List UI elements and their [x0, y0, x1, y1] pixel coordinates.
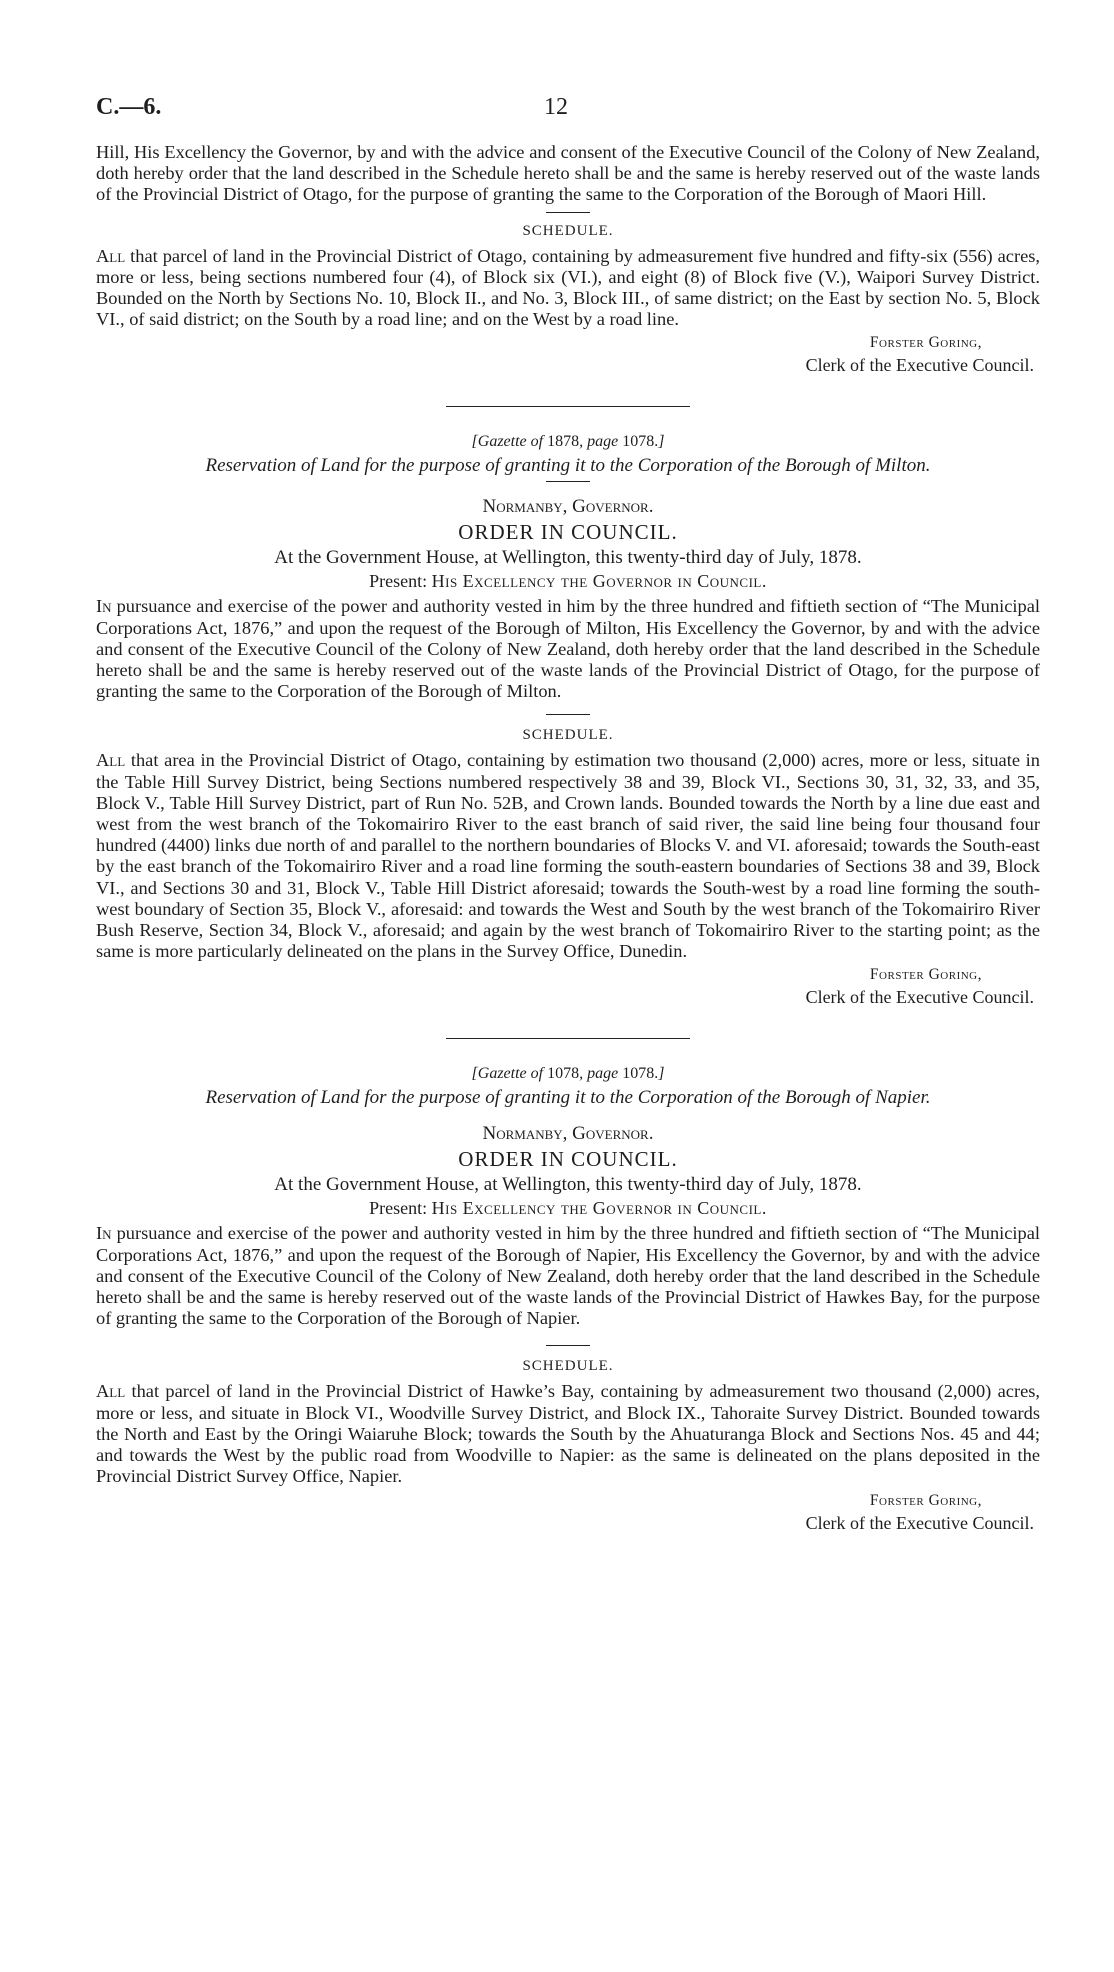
signatory-name: Forster Goring,: [869, 1491, 982, 1509]
schedule-heading: SCHEDULE.: [522, 1358, 614, 1375]
continuation-paragraph: Hill, His Excellency the Governor, by and with the advice and consent of the Executive Council of the Colony of New Zealand, doth hereby order that the land described in the Schedule hereto shall be and the same is hereby reserved out of the waste lands of the Provincial District of Otago, for the purpose of granting the same to the Corporation of the Borough of Maori Hill.: [96, 142, 1040, 205]
schedule-heading: SCHEDULE.: [522, 222, 614, 239]
section-divider: [446, 406, 690, 407]
governor-line: Normanby, Governor.: [482, 1123, 654, 1145]
signature-block: [96, 1490, 1040, 1534]
order-heading: ORDER IN COUNCIL.: [458, 520, 678, 545]
schedule-lead: All: [96, 750, 126, 771]
present-value: His Excellency the Governor in Council.: [431, 1198, 767, 1219]
page-number: 12: [544, 94, 568, 120]
gazette-page: 1078.: [622, 1065, 659, 1083]
schedule-lead: All: [96, 1381, 126, 1402]
signatory-name: Forster Goring,: [869, 334, 982, 352]
present-line: [96, 1198, 1040, 1219]
running-header: [96, 94, 1036, 128]
divider-short: [546, 714, 590, 715]
page-content: [96, 142, 1040, 1534]
gazette-reference: [96, 433, 1040, 451]
divider-short: [546, 481, 590, 482]
gazette-page: 1078.: [622, 433, 659, 451]
present-label: Present:: [369, 571, 432, 592]
divider-short: [546, 212, 590, 213]
schedule-lead: All: [96, 245, 126, 266]
body-lead: In: [96, 596, 112, 617]
present-line: [96, 571, 1040, 592]
signatory-office: Clerk of the Executive Council.: [805, 1512, 1034, 1533]
government-house-line: At the Government House, at Wellington, this twenty-third day of July, 1878.: [274, 1174, 862, 1196]
signatory-office: Clerk of the Executive Council.: [805, 355, 1034, 376]
gazette-suffix: ]: [658, 433, 665, 451]
gazette-year: 1078: [547, 1065, 580, 1083]
order-heading: ORDER IN COUNCIL.: [458, 1147, 678, 1172]
schedule-paragraph: [96, 1381, 1040, 1487]
schedule-paragraph: [96, 750, 1040, 962]
signature-block: [96, 332, 1040, 376]
body-text: pursuance and exercise of the power and authority vested in him by the three hundred and fiftieth section of “The Municipal Corporations Act, 1876,” and upon the request of the Borough of Milton, His Excellency the Governor, by and with the advice and consent of the Executive Council of the Colony of New Zealand, doth hereby order that the land described in the Schedule hereto shall be and the same is hereby reserved out of the waste lands of the Provincial District of Otago, for the purpose of granting the same to the Corporation of the Borough of Milton.: [96, 596, 1040, 702]
divider-short: [546, 1345, 590, 1346]
government-house-line: At the Government House, at Wellington, this twenty-third day of July, 1878.: [274, 547, 862, 569]
order-napier: [96, 1065, 1040, 1533]
document-code: C.—6.: [96, 94, 162, 120]
order-paragraph: [96, 1223, 1040, 1329]
present-label: Present:: [369, 1198, 432, 1219]
body-text: pursuance and exercise of the power and authority vested in him by the three hundred and fiftieth section of “The Municipal Corporations Act, 1876,” and upon the request of the Borough of Napier, His Excellency the Governor, by and with the advice and consent of the Executive Council of the Colony of New Zealand, doth hereby order that the land described in the Schedule hereto shall be and the same is hereby reserved out of the waste lands of the Provincial District of Hawkes Bay, for the purpose of granting the same to the Corporation of the Borough of Napier.: [96, 1223, 1040, 1329]
gazette-mid: , page: [579, 433, 623, 451]
body-lead: In: [96, 1223, 112, 1244]
order-paragraph: [96, 596, 1040, 702]
gazette-suffix: ]: [658, 1065, 665, 1083]
signatory-office: Clerk of the Executive Council.: [805, 987, 1034, 1008]
gazette-mid: , page: [579, 1065, 623, 1083]
schedule-heading: SCHEDULE.: [522, 727, 614, 744]
section-divider: [446, 1038, 690, 1039]
schedule-text: that area in the Provincial District of Otago, containing by estimation two thousand (2,000) acres, more or less, situate in the Table Hill Survey District, being Sections numbered respectively 38 and 39, Block VI., Sections 30, 31, 32, 33, and 35, Block V., Table Hill Survey District, part of Run No. 52B, and Crown lands. Bounded towards the North by a line due east and west from the west branch of the Tokomairiro River to the east branch of said river, the said line being four thousand four hundred (4400) links due north of and parallel to the northern boundaries of Blocks V. and VI. aforesaid; towards the South-east by the east branch of the Tokomairiro River and a road line forming the south-eastern boundaries of Sections 38 and 39, Block VI., and Sections 30 and 31, Block V., Table Hill District aforesaid; towards the South-west by a road line forming the south-west boundary of Section 35, Block V., aforesaid: and towards the West and South by the west branch of the Tokomairiro River Bush Reserve, Section 34, Block V., aforesaid; and again by the west branch of Tokomairiro River to the starting point; as the same is more particularly delineated on the plans in the Survey Office, Dunedin.: [96, 750, 1040, 962]
schedule-text: that parcel of land in the Provincial District of Hawke’s Bay, containing by admeasurement two thousand (2,000) acres, more or less, and situate in Block VI., Woodville Survey District, and Block IX., Tahoraite Survey District. Bounded towards the North and East by the Oringi Waiaruhe Block; towards the South by the Ahuaturanga Block and Sections Nos. 45 and 44; and towards the West by the public road from Woodville to Napier: as the same is delineated on the plans deposited in the Provincial District Survey Office, Napier.: [96, 1381, 1040, 1487]
maori-hill-continuation: [96, 142, 1040, 376]
reservation-title: Reservation of Land for the purpose of granting it to the Corporation of the Borough of Napier.: [205, 1087, 931, 1109]
signatory-name: Forster Goring,: [869, 966, 982, 984]
gazette-year: 1878: [547, 433, 580, 451]
schedule-paragraph: [96, 246, 1040, 331]
order-milton: [96, 433, 1040, 1008]
schedule-text: that parcel of land in the Provincial District of Otago, containing by admeasurement five hundred and fifty-six (556) acres, more or less, being sections numbered four (4), of Block six (VI.), and eight (8) of Block five (V.), Waipori Survey District. Bounded on the North by Sections No. 10, Block II., and No. 3, Block III., of same district; on the East by section No. 5, Block VI., of said district; on the South by a road line; and on the West by a road line.: [96, 245, 1040, 330]
gazette-reference: [96, 1065, 1040, 1083]
governor-line: Normanby, Governor.: [482, 496, 654, 518]
present-value: His Excellency the Governor in Council.: [431, 571, 767, 592]
reservation-title: Reservation of Land for the purpose of granting it to the Corporation of the Borough of Milton.: [205, 455, 931, 477]
gazette-prefix: [Gazette of: [471, 1065, 548, 1083]
signature-block: [96, 964, 1040, 1008]
gazette-prefix: [Gazette of: [471, 433, 548, 451]
